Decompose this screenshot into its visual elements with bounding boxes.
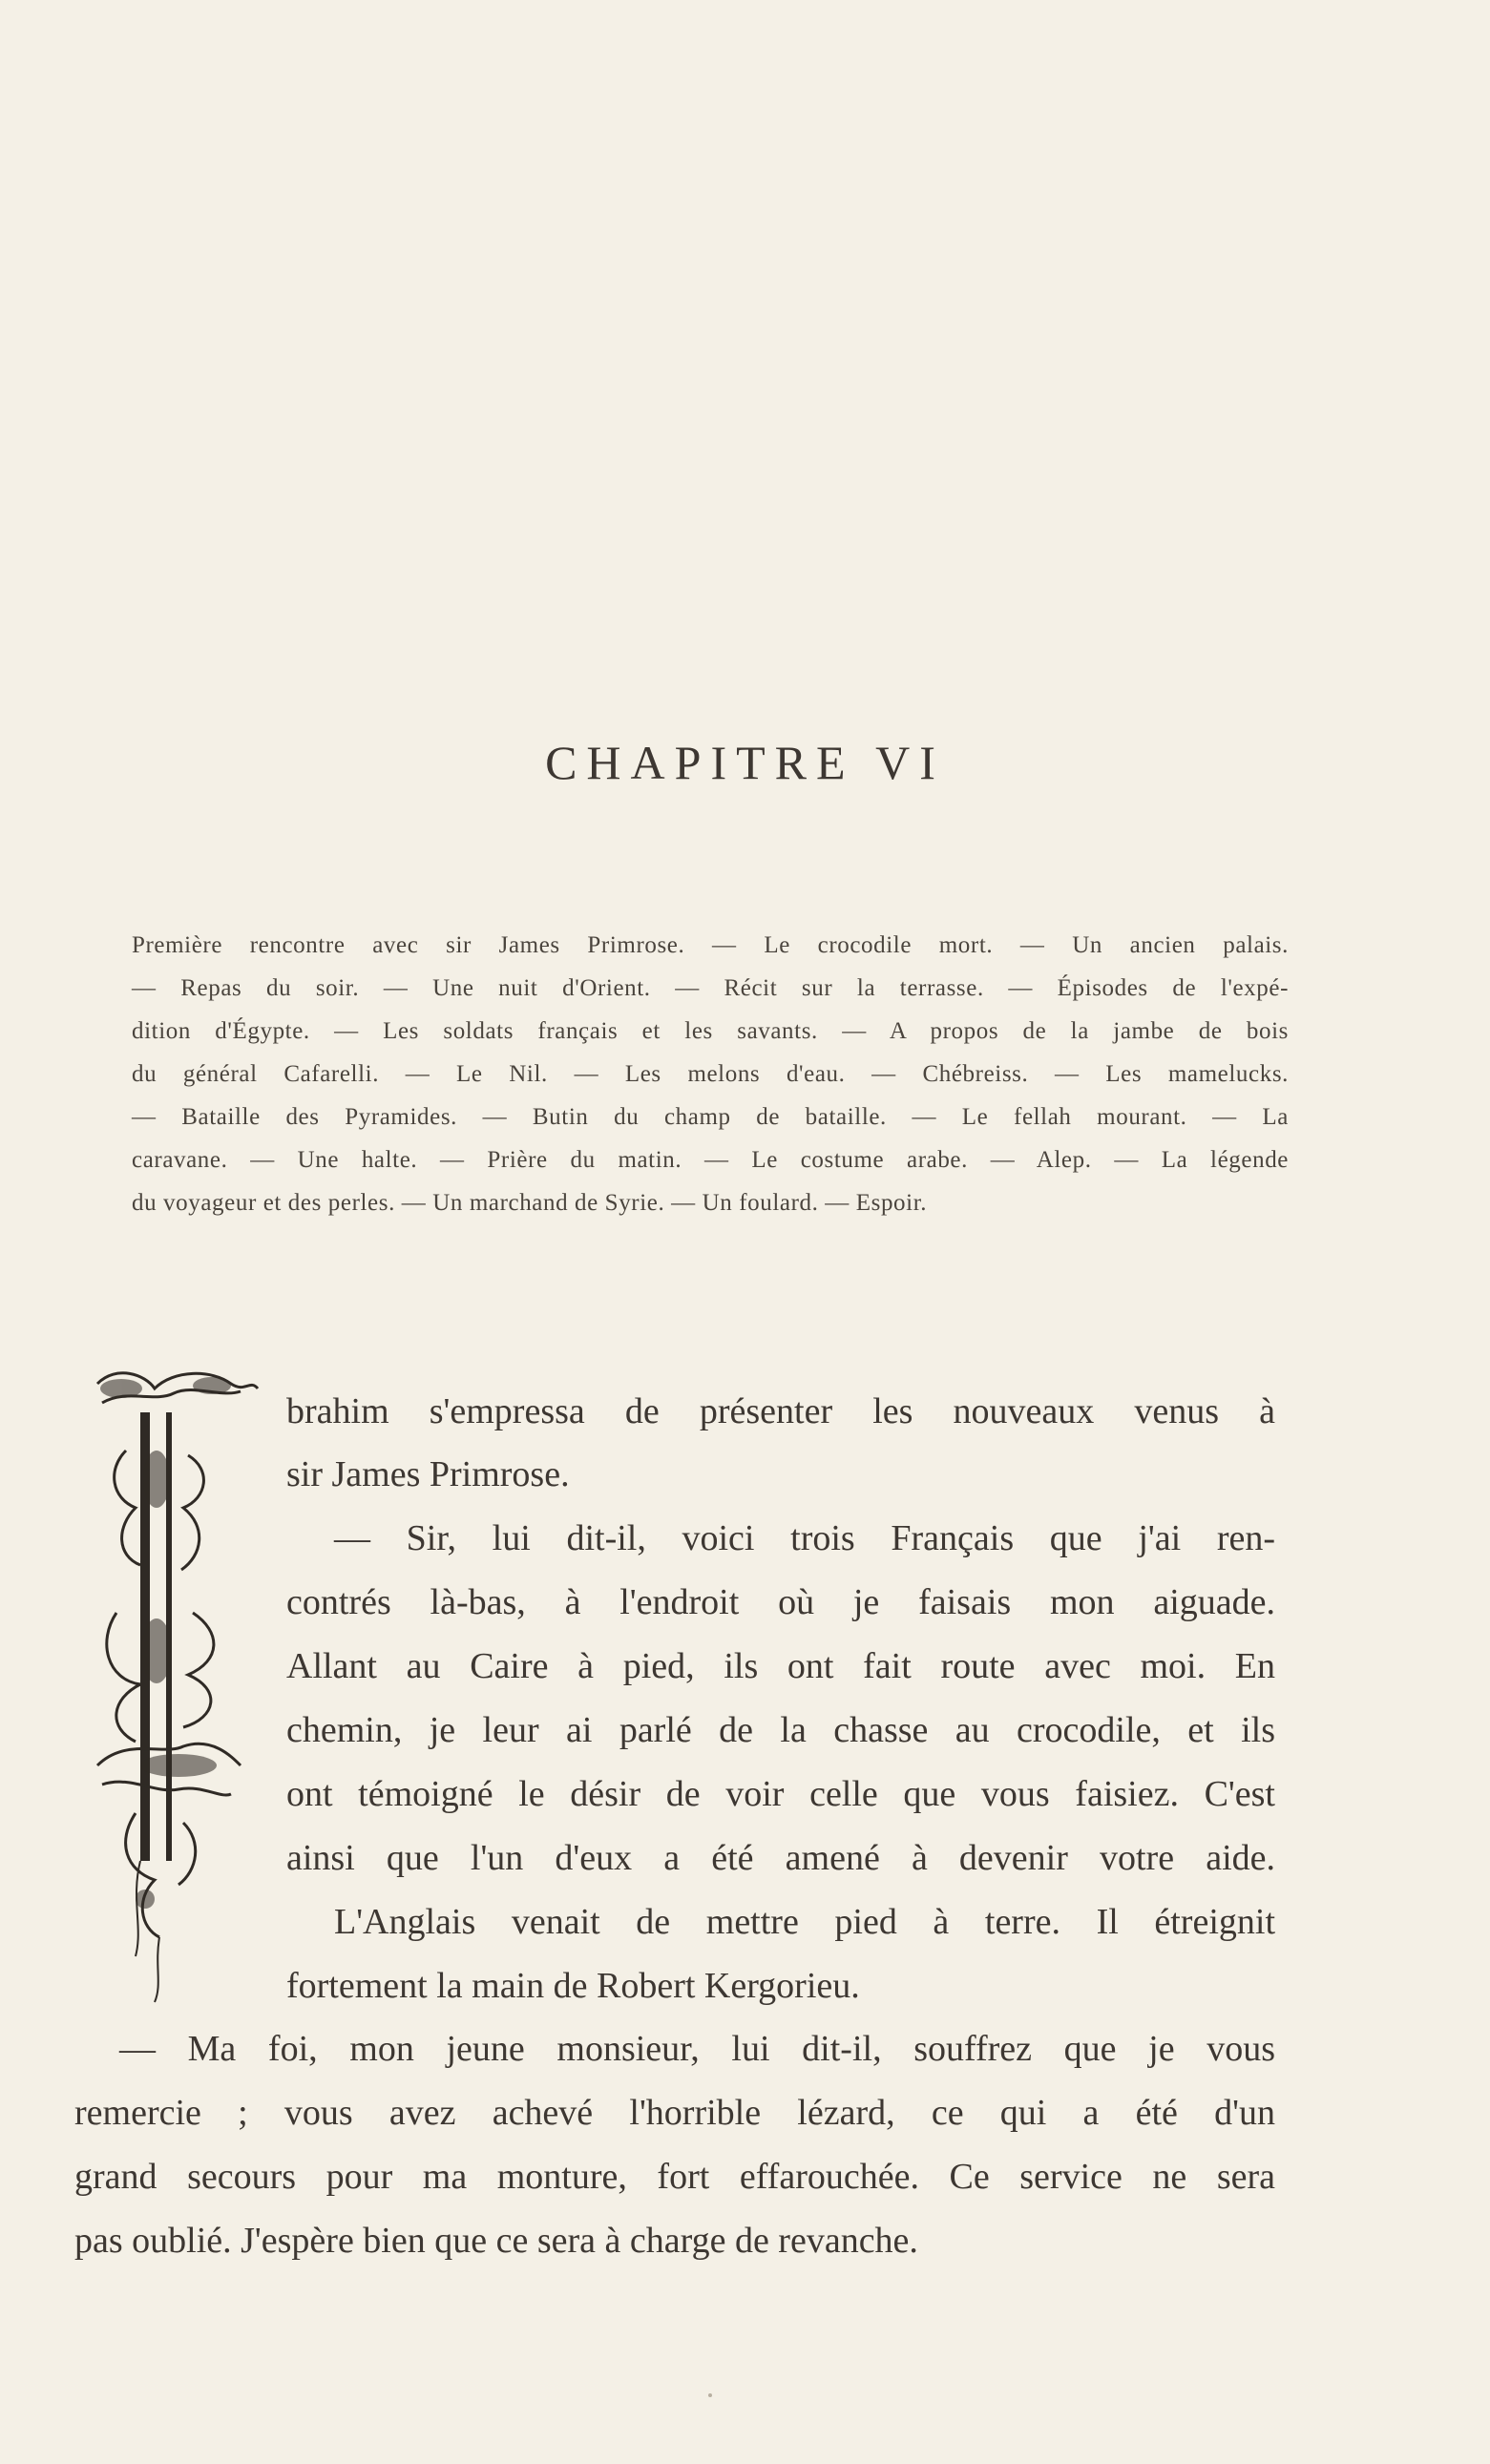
body-line: grand secours pour ma monture, fort effarouchée. Ce service ne sera [74, 2157, 1275, 2197]
body-line: remercie ; vous avez achevé l'horrible lézard, ce qui a été d'un [74, 2093, 1275, 2133]
summary-line: dition d'Égypte. — Les soldats français et les savants. — A propos de la jambe de bois [132, 1018, 1289, 1044]
body-line: L'Anglais venait de mettre pied à terre. Il étreignit [334, 1902, 1275, 1942]
summary-line: du voyageur et des perles. — Un marchand de Syrie. — Un foulard. — Espoir. [132, 1190, 928, 1216]
body-line: — Sir, lui dit-il, voici trois Français que j'ai ren- [334, 1518, 1275, 1558]
body-line: ont témoigné le désir de voir celle que vous faisiez. C'est [286, 1774, 1275, 1814]
summary-line: caravane. — Une halte. — Prière du matin. — Le costume arabe. — Alep. — La légende [132, 1147, 1289, 1173]
chapter-title: CHAPITRE VI [545, 736, 945, 789]
paper-speck [708, 2393, 712, 2397]
body-line: — Ma foi, mon jeune monsieur, lui dit-il, souffrez que je vous [119, 2029, 1275, 2069]
body-line: pas oublié. J'espère bien que ce sera à charge de revanche. [74, 2221, 918, 2261]
body-line: fortement la main de Robert Kergorieu. [286, 1966, 860, 2006]
body-line: sir James Primrose. [286, 1454, 570, 1494]
summary-line: Première rencontre avec sir James Primrose. — Le crocodile mort. — Un ancien palais. [132, 932, 1289, 958]
summary-line: — Repas du soir. — Une nuit d'Orient. — Récit sur la terrasse. — Épisodes de l'expé- [132, 975, 1289, 1001]
summary-line: — Bataille des Pyramides. — Butin du champ de bataille. — Le fellah mourant. — La [132, 1104, 1289, 1130]
body-line: contrés là-bas, à l'endroit où je faisais mon aiguade. [286, 1582, 1275, 1622]
body-line: brahim s'empressa de présenter les nouveaux venus à [286, 1391, 1275, 1431]
summary-line: du général Cafarelli. — Le Nil. — Les melons d'eau. — Chébreiss. — Les mamelucks. [132, 1061, 1289, 1087]
body-line: chemin, je leur ai parlé de la chasse au crocodile, et ils [286, 1710, 1275, 1750]
body-line: ainsi que l'un d'eux a été amené à devenir votre aide. [286, 1838, 1275, 1878]
body-line: Allant au Caire à pied, ils ont fait route avec moi. En [286, 1646, 1275, 1686]
